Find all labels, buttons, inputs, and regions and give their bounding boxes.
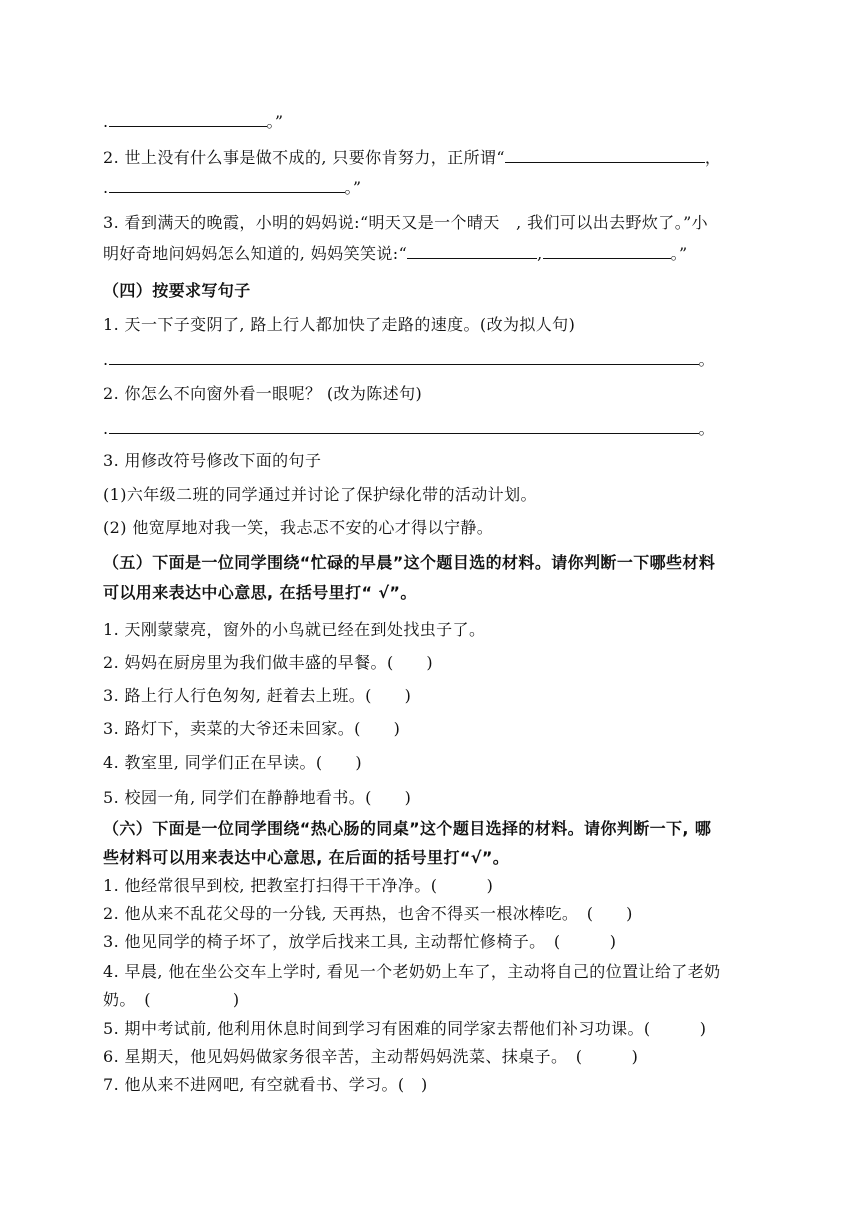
s6-item: 3. 他见同学的椅子坏了，放学后找来工具, 主动帮忙修椅子。 ( ) xyxy=(103,932,617,951)
s6-item: 2. 他从来不乱花父母的一分钱, 天再热，也舍不得买一根冰棒吃。 ( ) xyxy=(103,904,633,923)
s3-q3-line2: 明好奇地问妈妈怎么知道的, 妈妈笑笑说:“ , 。” xyxy=(103,244,688,263)
s4-q2: 2. 你怎么不向窗外看一眼呢？ (改为陈述句) xyxy=(103,384,423,403)
s5-item: 3. 路上行人行色匆匆, 赶着去上班。( ) xyxy=(103,686,412,705)
s6-item: 7. 他从来不进网吧, 有空就看书、学习。( ) xyxy=(103,1075,428,1094)
answer-blank[interactable] xyxy=(407,243,537,259)
s5-item: 4. 教室里, 同学们正在早读。( ) xyxy=(103,753,363,772)
s6-item: 1. 他经常很早到校, 把教室打扫得干干净净。( ) xyxy=(103,876,494,895)
answer-blank[interactable] xyxy=(109,349,699,365)
answer-blank[interactable] xyxy=(505,147,705,163)
s6-item-continued: 奶。 ( ) xyxy=(103,990,240,1009)
answer-blank[interactable] xyxy=(543,243,671,259)
s4-q1-answer-line: . 。 xyxy=(103,350,715,369)
s5-item: 5. 校园一角, 同学们在静静地看书。( ) xyxy=(103,788,412,807)
section-6-heading-line2: 些材料可以用来表达中心意思, 在后面的括号里打“√”。 xyxy=(103,848,510,867)
s5-item: 2. 妈妈在厨房里为我们做丰盛的早餐。( ) xyxy=(103,653,434,672)
s3-q2-line2: . 。” xyxy=(103,178,362,197)
s6-item: 5. 期中考试前, 他利用休息时间到学习有困难的同学家去帮他们补习功课。( ) xyxy=(103,1019,707,1038)
answer-blank[interactable] xyxy=(109,418,699,434)
answer-blank[interactable] xyxy=(109,177,345,193)
section-4-heading: （四）按要求写句子 xyxy=(103,281,251,300)
section-5-heading-line2: 可以用来表达中心意思, 在括号里打“ √”。 xyxy=(103,583,417,602)
s4-q1: 1. 天一下子变阴了, 路上行人都加快了走路的速度。(改为拟人句) xyxy=(103,315,576,334)
s5-item: 3. 路灯下，卖菜的大爷还未回家。( ) xyxy=(103,719,401,738)
s6-item: 4. 早晨, 他在坐公交车上学时, 看见一个老奶奶上车了，主动将自己的位置让给了老奶 xyxy=(103,962,721,981)
s4-q3: 3. 用修改符号修改下面的句子 xyxy=(103,451,322,470)
s3-q3-line1: 3. 看到满天的晚霞，小明的妈妈说:“明天又是一个晴天 , 我们可以出去野炊了。”小 xyxy=(103,213,709,232)
s6-item: 6. 星期天，他见妈妈做家务很辛苦，主动帮妈妈洗菜、抹桌子。 ( ) xyxy=(103,1047,639,1066)
s3-q2-line1: 2. 世上没有什么事是做不成的, 只要你肯努力，正所谓“ ， xyxy=(103,148,722,167)
s5-item: 1. 天刚蒙蒙亮，窗外的小鸟就已经在到处找虫子了。 xyxy=(103,620,486,639)
s4-q3-2: (2) 他宽厚地对我一笑，我忐忑不安的心才得以宁静。 xyxy=(103,518,494,537)
section-5-heading-line1: （五）下面是一位同学围绕“忙碌的早晨”这个题目选的材料。请你判断一下哪些材料 xyxy=(103,553,716,572)
s4-q2-answer-line: . 。 xyxy=(103,419,715,438)
section-6-heading-line1: （六）下面是一位同学围绕“热心肠的同桌”这个题目选择的材料。请你判断一下, 哪 xyxy=(103,819,712,838)
s4-q3-1: (1)六年级二班的同学通过并讨论了保护绿化带的活动计划。 xyxy=(103,485,537,504)
s3-line0: . 。” xyxy=(103,112,284,131)
answer-blank[interactable] xyxy=(109,111,267,127)
